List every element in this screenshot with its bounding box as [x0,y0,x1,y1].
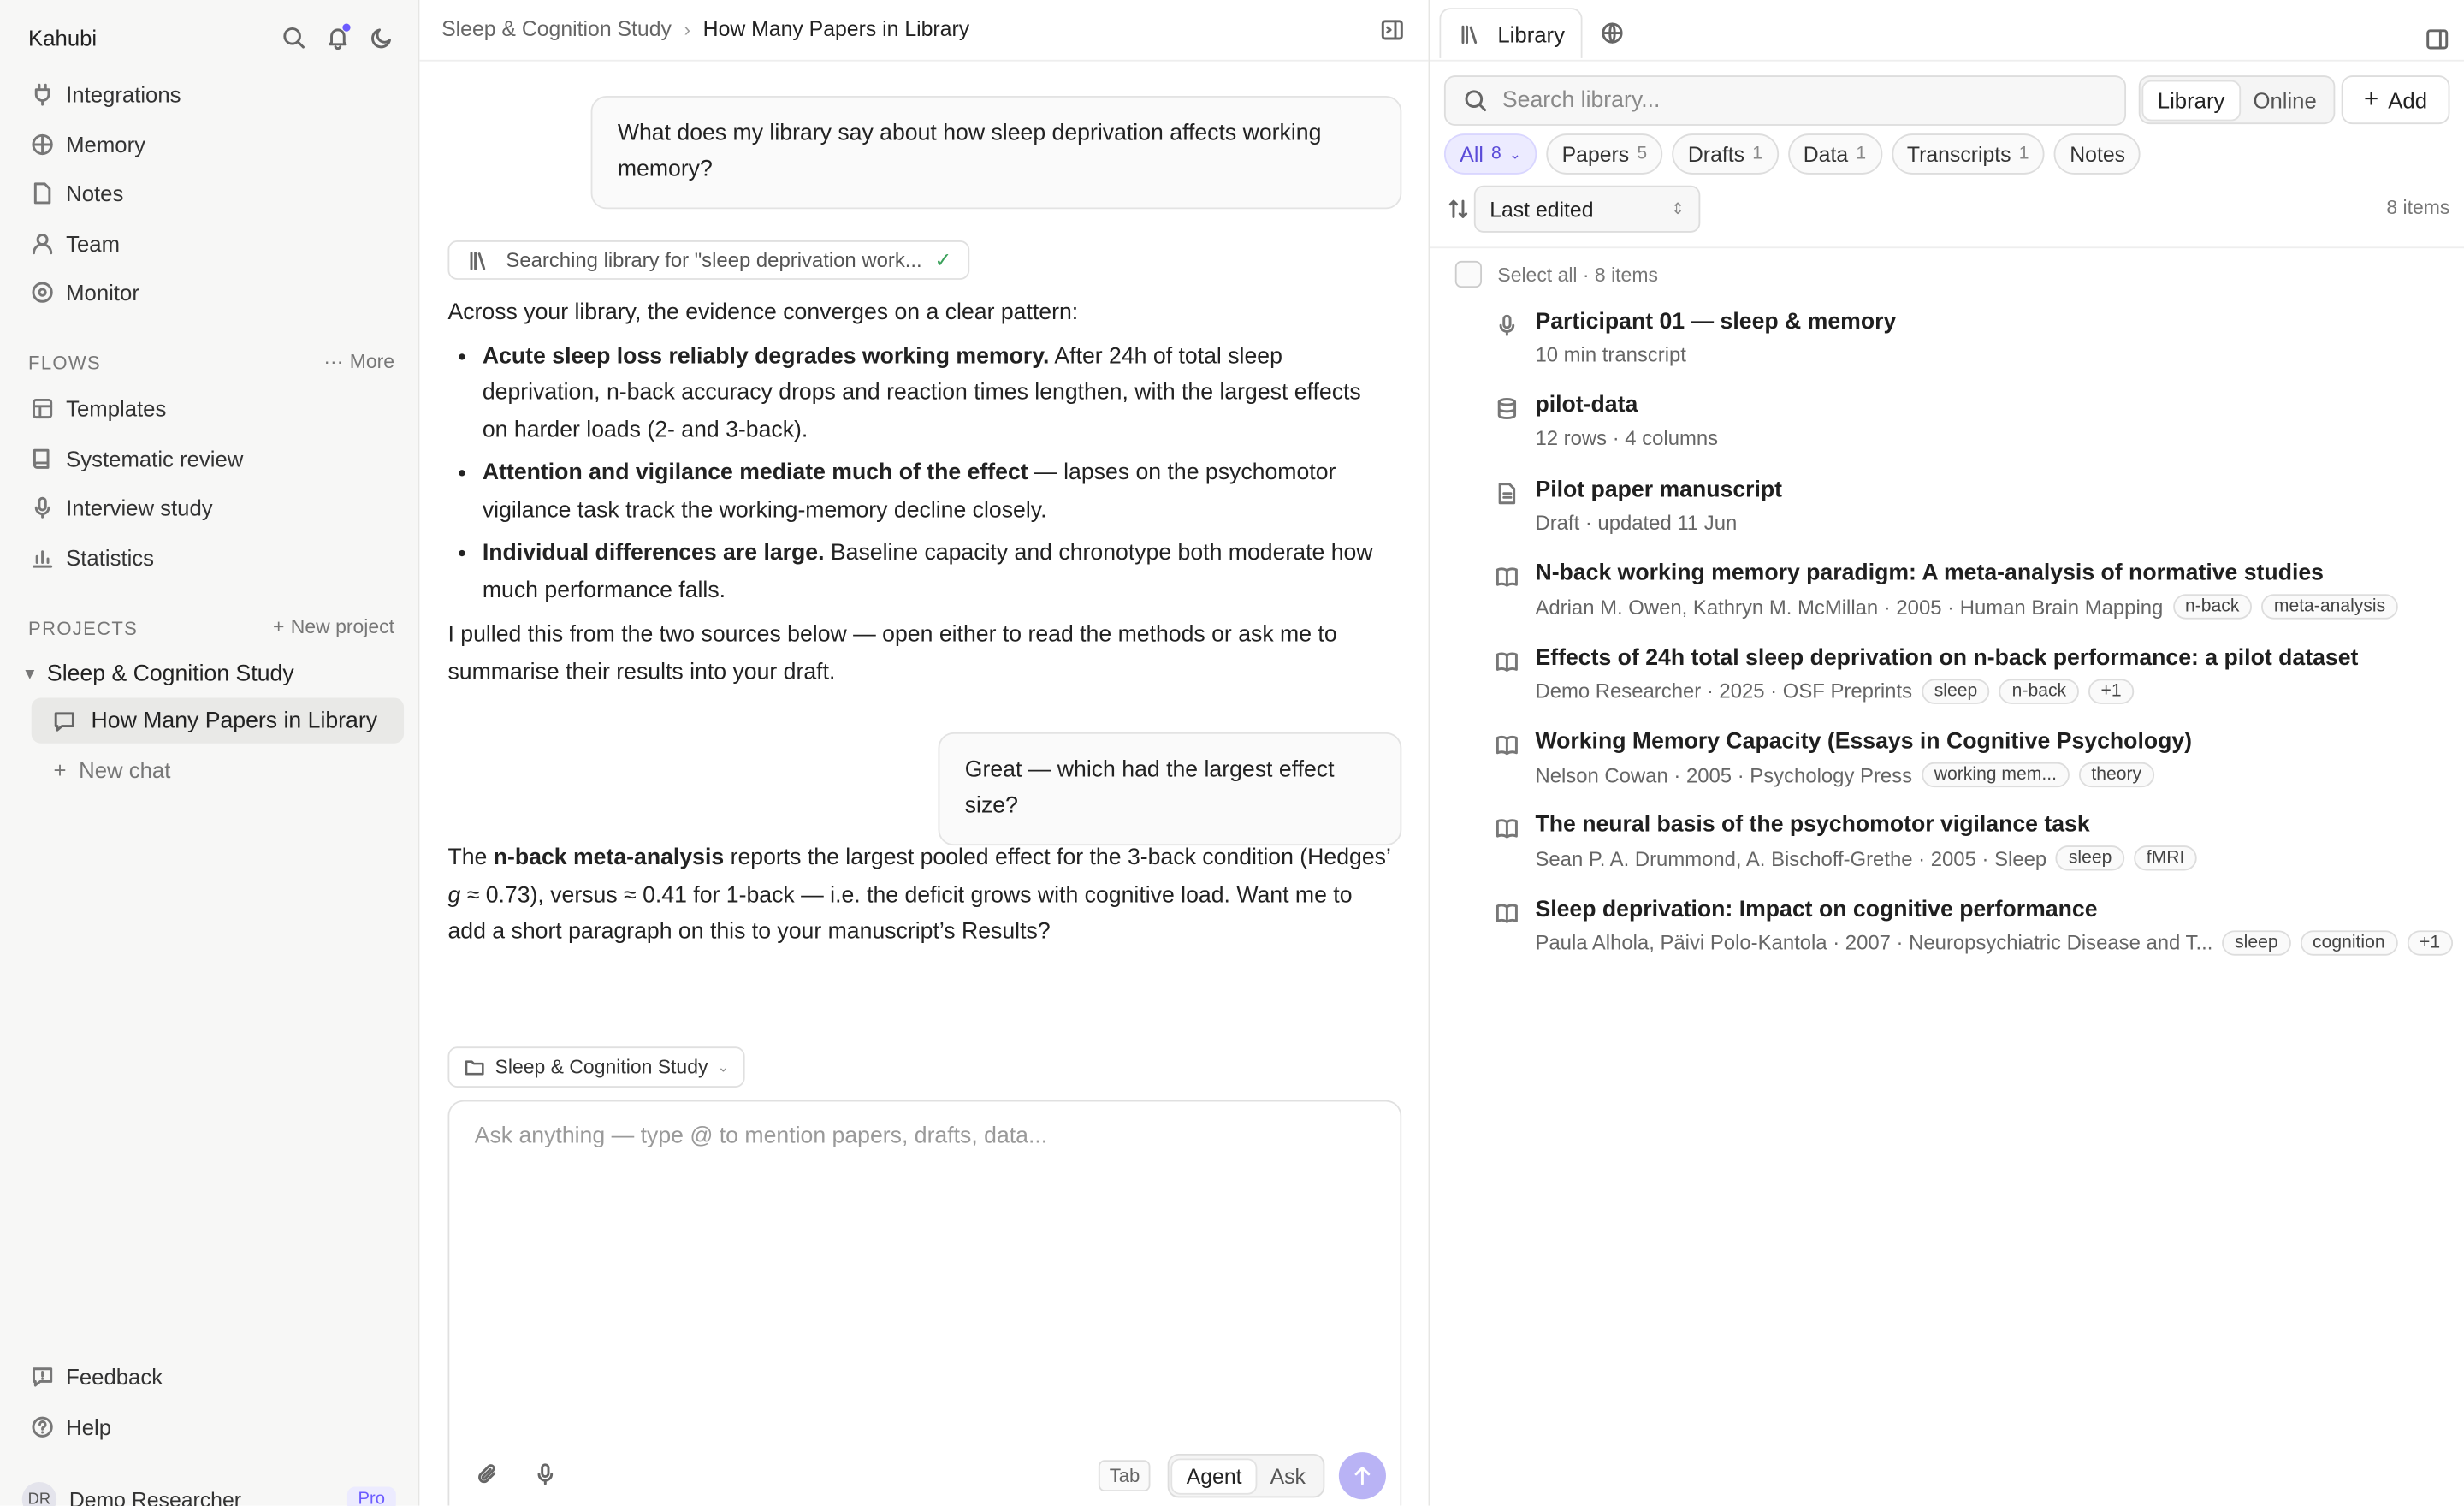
book-icon [1493,731,1521,759]
flow-label: Systematic review [66,446,244,472]
project-context-chip[interactable] [447,1046,744,1088]
library-icon [1457,20,1485,48]
item-title: Pilot paper manuscript [1535,477,1783,503]
item-title: pilot-data [1535,393,1638,419]
filter-label: Transcripts [1906,142,2011,166]
help-icon [28,1413,56,1441]
note-icon [28,179,56,207]
source-toggle [2139,75,2336,124]
user-icon [28,229,56,258]
bullet-bold: Attention and vigilance mediate much of the effect [482,460,1028,486]
item-meta: Draft · updated 11 Jun [1535,510,1738,535]
library-panel [1430,0,2464,1506]
tab-library-label: Library [1497,21,1565,47]
breadcrumb [441,17,969,41]
filter-notes[interactable] [2054,133,2141,175]
source-library[interactable]: Library [2143,81,2239,119]
library-header-divider [1430,60,2464,62]
item-title: Working Memory Capacity (Essays in Cognitive Psychology) [1535,729,2193,755]
item-tag[interactable]: sleep [2056,846,2124,871]
tab-library[interactable] [1439,8,1582,58]
answer-bullet [483,456,1391,530]
item-tag[interactable]: meta-analysis [2261,595,2398,620]
item-tag[interactable]: n-back [1999,679,2079,703]
file-icon [1493,479,1521,507]
project-chip-label: Sleep & Cognition Study [495,1056,708,1078]
item-count: 8 items [2386,196,2450,219]
feedback-icon [28,1362,56,1390]
nav-label: Monitor [66,279,139,305]
project-name: Sleep & Cognition Study [46,661,294,687]
sort-select[interactable] [1474,186,1700,233]
flow-label: Interview study [66,495,213,520]
item-meta: Adrian M. Owen, Kathryn M. McMillan · 2005 · Human Brain Mapping [1535,595,2164,620]
bullet-bold: Acute sleep loss reliably degrades working memory. [482,343,1050,369]
flow-label: Templates [66,395,167,422]
answer2-g: g [447,882,461,908]
flow-systematic-review[interactable] [28,440,243,477]
assistant-answer [447,841,1390,952]
item-tag[interactable]: cognition [2300,930,2397,955]
filter-count: 5 [1637,144,1648,164]
brain-icon [28,130,56,158]
nav-memory[interactable] [28,126,145,163]
item-tag[interactable]: fMRI [2134,846,2197,871]
select-all-checkbox[interactable] [1455,261,1482,288]
filter-count: 1 [1752,144,1763,164]
filter-drafts[interactable] [1673,133,1779,175]
item-tag[interactable]: +1 [2088,679,2134,703]
filter-transcripts[interactable] [1891,133,2044,175]
arrow-up-icon [1348,1462,1377,1490]
tab-key-hint: Tab [1099,1460,1151,1491]
nav-team[interactable] [28,225,120,263]
book-icon [1493,898,1521,927]
filter-label: Data [1803,142,1849,166]
item-meta-row [1535,762,2153,787]
item-meta-row [1535,342,1685,366]
item-title: Sleep deprivation: Impact on cognitive performance [1535,897,2098,922]
item-title: Participant 01 — sleep & memory [1535,309,1897,335]
book-icon [1493,815,1521,843]
filter-label: Papers [1561,142,1630,166]
notification-dot [342,24,350,32]
mode-agent[interactable]: Agent [1172,1459,1256,1492]
flows-more-label: More [349,350,395,373]
item-meta-row [1535,930,2452,955]
tool-call-label: Searching library for "sleep deprivation work... [506,248,922,272]
chat-panel [419,0,1430,1506]
answer2-mid: reports the largest pooled effect for the 3-back condition (Hedges’ [724,845,1390,871]
filter-label: Drafts [1687,142,1745,166]
folder-icon [464,1056,486,1078]
item-meta-row [1535,846,2197,871]
add-label: Add [2388,86,2428,113]
avatar: DR [22,1482,56,1506]
bullet-text: Baseline capacity and chronotype both moderate how much performance falls. [482,540,1373,603]
add-button[interactable] [2342,75,2450,124]
filter-count: 1 [1856,144,1867,164]
filter-data[interactable] [1787,133,1881,175]
select-all-label: Select all · 8 items [1497,263,1658,286]
project-item[interactable] [22,659,294,691]
message-input[interactable] [475,1124,1371,1218]
flow-label: Statistics [66,545,155,571]
flow-interview-study[interactable] [28,489,213,526]
bell-icon[interactable] [323,24,352,52]
answer2-post: ≈ 0.73), versus ≈ 0.41 for 1-back — i.e. the deficit grows with cognitive load. Want me to add a short paragraph on this to your manuscript’s Results? [447,882,1353,945]
answer-intro: Across your library, the evidence converges on a clear pattern: [447,299,1079,326]
filter-count: 8 [1491,144,1502,164]
search-icon [1461,86,1490,115]
nav-label: Memory [66,132,146,157]
book-icon [1493,647,1521,675]
breadcrumb-current: How Many Papers in Library [702,17,970,41]
mode-toggle [1168,1454,1324,1497]
library-search-input[interactable] [1502,88,2100,113]
template-icon [28,394,56,423]
select-all[interactable] [1455,261,1658,288]
radar-icon [28,278,56,306]
chevron-down-icon: ⌄ [1509,145,1521,162]
sort-value: Last edited [1490,197,1594,222]
breadcrumb-project[interactable]: Sleep & Cognition Study [441,17,672,41]
help-link[interactable] [28,1408,111,1446]
paperclip-icon[interactable] [475,1460,503,1488]
filter-chips [1444,133,2141,175]
filter-label: Notes [2070,142,2126,166]
filter-label: All [1460,142,1484,166]
plus-icon: + [273,615,285,638]
chevron-down-icon: ⌄ [717,1058,730,1075]
mic-icon[interactable] [531,1460,560,1488]
item-tag[interactable]: n-back [2172,595,2252,620]
item-meta-row [1535,426,1718,450]
sidebar-header [28,22,396,54]
answer2-bold: n-back meta-analysis [493,845,725,871]
item-title: Effects of 24h total sleep deprivation on n-back performance: a pilot dataset [1535,645,2359,671]
plus-icon: + [2364,86,2379,113]
brand-name: Kahubi [28,25,98,50]
projects-section-title: PROJECTS [28,617,139,640]
filter-papers[interactable] [1546,133,1662,175]
flows-more-button[interactable] [323,351,394,373]
plug-icon [28,80,56,109]
ellipsis-icon: ··· [323,350,344,373]
globe-icon[interactable] [1598,19,1626,47]
book-icon [1493,563,1521,591]
feedback-link[interactable] [28,1358,163,1396]
item-meta-row [1535,511,1737,535]
sidebar-toggle-icon[interactable] [1378,15,1407,44]
new-project-button[interactable] [273,616,394,638]
flow-statistics[interactable] [28,539,154,577]
item-tag[interactable]: sleep [1922,679,1990,703]
tool-call-chip[interactable] [447,240,968,280]
item-tag[interactable]: +1 [2407,930,2452,955]
user-message: What does my library say about how sleep deprivation affects working memory? [591,96,1402,209]
nav-integrations[interactable] [28,75,181,113]
nav-monitor[interactable] [28,274,139,311]
item-title: N-back working memory paradigm: A meta-analysis of normative studies [1535,561,2324,587]
answer-outro: I pulled this from the two sources below — open either to read the methods or ask me to summarise their results into your draft. [447,622,1337,685]
nav-label: Notes [66,181,124,206]
item-title: The neural basis of the psychomotor vigilance task [1535,813,2090,839]
nav-label: Team [66,230,121,257]
nav-label: Integrations [66,81,181,107]
flow-templates[interactable] [28,390,166,428]
sort-icon[interactable] [1444,195,1472,223]
item-tag[interactable]: working mem... [1922,762,2070,787]
answer2-text [447,841,1390,952]
bullet-text: — lapses on the psychomotor vigilance task track the working-memory decline closely. [482,460,1336,523]
flows-section-title: FLOWS [28,352,102,375]
item-meta: 10 min transcript [1535,342,1686,366]
plan-badge: Pro [347,1487,396,1506]
item-meta: Sean P. A. Drummond, A. Bischoff-Grethe · 2005 · Sleep [1535,846,2047,871]
bar-chart-icon [28,543,56,572]
filter-all[interactable] [1444,133,1537,175]
help-label: Help [66,1414,112,1440]
user-message: Great — which had the largest effect size? [939,732,1402,845]
item-meta-row [1535,679,2134,703]
filter-count: 1 [2018,144,2029,164]
item-meta-row [1535,595,2397,620]
sidebar [0,0,419,1506]
item-meta: Nelson Cowan · 2005 · Psychology Press [1535,762,1913,787]
nav-notes[interactable] [28,175,123,212]
item-meta: Demo Researcher · 2025 · OSF Preprints [1535,679,1913,703]
item-tag[interactable]: theory [2079,762,2154,787]
updown-icon: ⇕ [1671,200,1685,218]
chevron-right-icon: › [684,18,690,40]
chat-item-label: How Many Papers in Library [91,708,378,733]
plus-icon: + [53,757,67,783]
new-chat-button[interactable] [53,757,170,782]
header-divider [419,60,1428,62]
feedback-label: Feedback [66,1364,163,1390]
panel-collapse-icon[interactable] [2423,25,2451,53]
user-name: Demo Researcher [68,1487,242,1506]
answer2-pre: The [447,845,494,871]
answer-bullet [483,339,1391,449]
answer-bullet [483,536,1391,609]
send-button[interactable] [1339,1452,1386,1499]
source-online[interactable]: Online [2253,86,2317,113]
moon-icon[interactable] [368,24,396,52]
new-project-label: New project [290,615,395,638]
search-icon[interactable] [280,24,308,52]
bullet-text: After 24h of total sleep deprivation, n-back accuracy drops and reaction times lengthen, with the largest effects on harder loads (2- and 3-back). [482,343,1361,443]
library-search [1444,75,2126,126]
assistant-answer [447,295,1390,691]
bullet-bold: Individual differences are large. [482,540,825,566]
mode-ask[interactable]: Ask [1270,1463,1306,1488]
chat-item-active[interactable] [32,697,404,743]
item-meta: Paula Alhola, Päivi Polo-Kantola · 2007 · Neuropsychiatric Disease and T... [1535,930,2213,955]
new-chat-label: New chat [79,757,171,783]
database-icon [1493,395,1521,424]
chevron-down-icon: ▼ [21,665,38,684]
item-tag[interactable]: sleep [2222,930,2290,955]
check-icon: ✓ [934,247,952,271]
composer [447,1100,1401,1506]
library-icon [465,246,494,274]
user-profile[interactable] [22,1482,396,1506]
mic-icon [28,494,56,522]
chat-bubble-icon [50,707,79,735]
list-divider [1430,246,2464,248]
book-icon [28,445,56,473]
mic-icon [1493,311,1521,340]
item-meta: 12 rows · 4 columns [1535,426,1719,451]
